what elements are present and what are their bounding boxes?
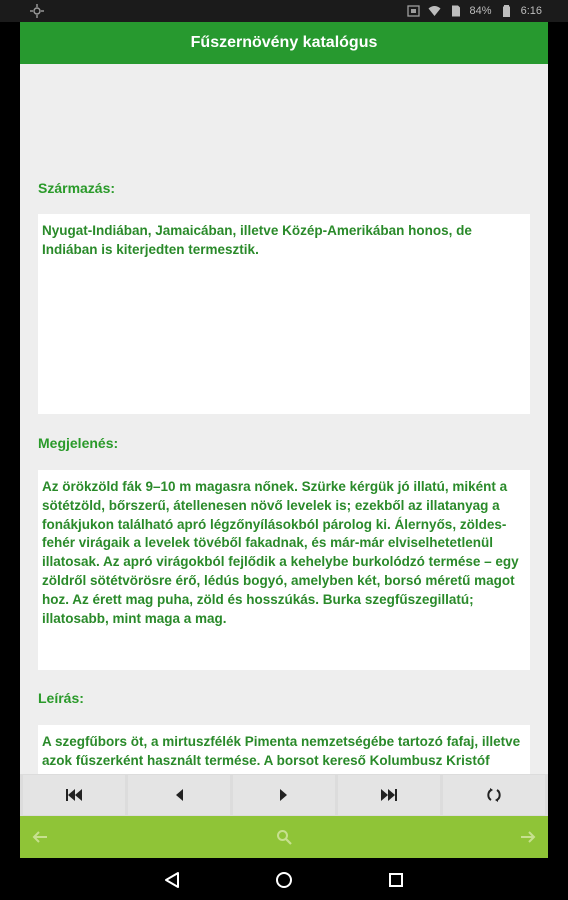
origin-label: Származás:	[38, 180, 116, 196]
previous-record-button[interactable]	[128, 775, 230, 815]
appearance-label: Megjelenés:	[38, 435, 119, 451]
arrow-left-icon	[32, 830, 48, 844]
first-record-button[interactable]	[23, 775, 125, 815]
random-record-button[interactable]	[443, 775, 545, 815]
origin-text[interactable]: Nyugat-Indiában, Jamaicában, illetve Közép-Amerikában honos, de Indiában is kiterjedten termesztik.	[38, 214, 530, 414]
system-back-button[interactable]	[160, 868, 184, 892]
wifi-icon	[428, 5, 441, 17]
battery-icon	[500, 5, 513, 17]
triangle-back-icon	[164, 871, 180, 889]
skip-first-icon	[65, 788, 83, 802]
next-icon	[279, 788, 289, 802]
square-recents-icon	[388, 872, 404, 888]
next-record-button[interactable]	[233, 775, 335, 815]
search-icon	[276, 829, 292, 845]
app-window	[20, 22, 548, 858]
circle-home-icon	[275, 871, 293, 889]
system-recents-button[interactable]	[384, 868, 408, 892]
app-title-bar	[20, 22, 548, 64]
status-bar	[0, 0, 568, 22]
sim-icon	[449, 5, 462, 17]
record-navigation-bar	[20, 774, 548, 816]
system-home-button[interactable]	[272, 868, 296, 892]
appearance-text[interactable]: Az örökzöld fák 9–10 m magasra nőnek. Szürke kérgük jó illatú, miként a sötétzöld, bőrszerű, átellenesen növő levelek is; ezekből az illatanyag a fonákjukon található apró légzőnyílásokból párolog ki. Álernyős, zöldes-fehér virágaik a levelek tövéből fakadnak, és már-már elviselhetetlenül illatosak. Az apró virágokból fejlődik a kehelybe burkolódzó termése – egy zöldről sötétvörösre érő, lédús bogyó, amelyben két, borsó méretű magot hoz. Az érett mag puha, zöld és hosszúkás. Burka szegfűszegillatú; illatosabb, mint maga a mag.	[38, 470, 530, 670]
skip-last-icon	[380, 788, 398, 802]
crosshair-icon	[30, 4, 44, 18]
forward-button[interactable]	[508, 816, 548, 858]
screen-record-icon	[407, 5, 420, 17]
bottom-toolbar	[20, 816, 548, 858]
back-button[interactable]	[20, 816, 60, 858]
system-navigation-bar	[0, 858, 568, 900]
last-record-button[interactable]	[338, 775, 440, 815]
app-title: Fűszernövény katalógus	[190, 34, 378, 51]
search-button[interactable]	[264, 816, 304, 858]
previous-icon	[174, 788, 184, 802]
battery-percent: 84%	[469, 5, 492, 17]
clock-time: 6:16	[520, 5, 542, 17]
description-label: Leírás:	[38, 690, 84, 706]
detail-content[interactable]	[20, 64, 548, 794]
description-text[interactable]: A szegfűbors öt, a mirtuszfélék Pimenta nemzetségébe tartozó fafaj, illetve azok fűszerként használt termése. A borsot kereső Kolumbusz Kristóf	[38, 725, 530, 815]
arrow-right-icon	[520, 830, 536, 844]
shuffle-icon	[486, 787, 502, 803]
